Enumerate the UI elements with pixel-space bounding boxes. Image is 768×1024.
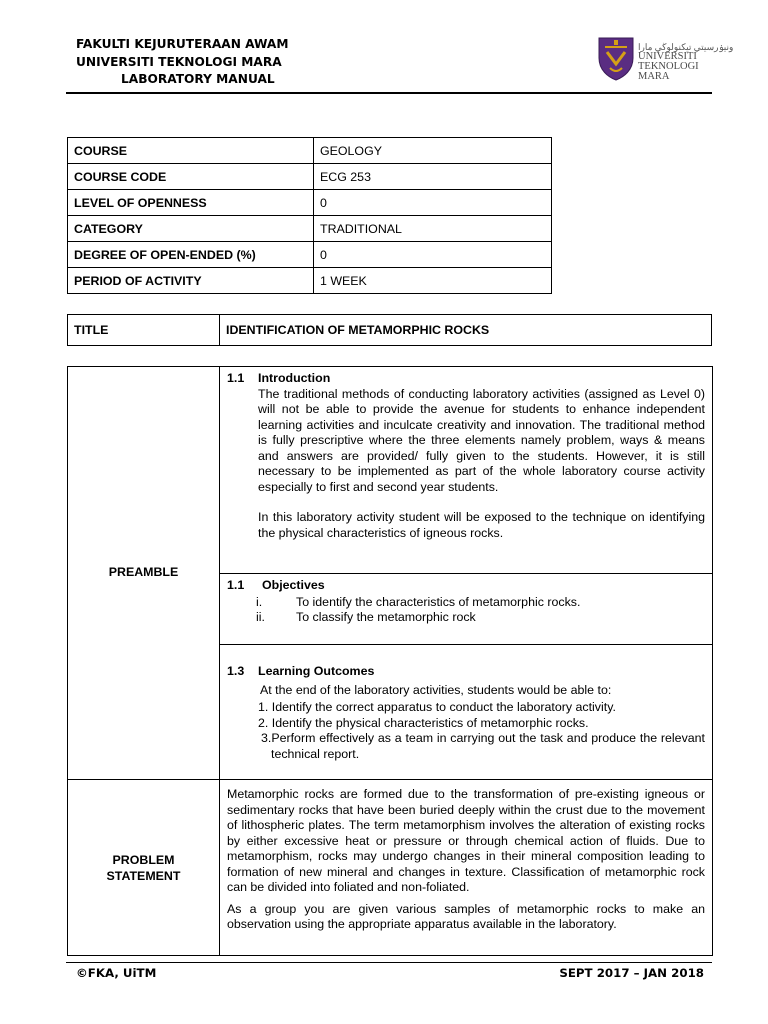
list-item: 2. Identify the physical characteristics of metamorphic rocks. [258, 715, 589, 730]
info-key: COURSE [68, 138, 314, 164]
info-value: 0 [314, 190, 552, 216]
row-divider [219, 573, 712, 574]
problem-statement-label [68, 853, 219, 884]
problem-paragraph-2: As a group you are given various samples of metamorphic rocks to make an observation using the appropriate apparatus available in the laboratory. [227, 901, 705, 931]
info-value: 1 WEEK [314, 268, 552, 294]
row-divider [68, 779, 712, 780]
university-name: UNIVERSITI TEKNOLOGI MARA [76, 54, 282, 69]
header-rule [66, 92, 712, 94]
table-row [68, 268, 552, 294]
list-text: 3.Perform effectively as a team in carrying out the task and produce the relevant technical report. [261, 731, 705, 761]
course-info-table [67, 137, 552, 294]
list-item [227, 731, 705, 762]
table-row [68, 315, 712, 346]
logo-line3: MARA [638, 71, 670, 82]
manual-title: LABORATORY MANUAL [121, 72, 275, 86]
list-text: To classify the metamorphic rock [296, 610, 476, 624]
table-row [68, 138, 552, 164]
uitm-crest-icon [596, 34, 636, 82]
info-value: TRADITIONAL [314, 216, 552, 242]
objectives-heading [227, 578, 705, 594]
title-key: TITLE [68, 315, 220, 346]
footer-copyright: ©FKA, UiTM [76, 966, 157, 980]
introduction-heading [227, 371, 705, 387]
row-divider [219, 644, 712, 645]
section-number: 1.1 [227, 371, 245, 385]
logo-jawi: ونيۏرسيتي تيكنولوڬي مارا [638, 42, 734, 52]
label-line: STATEMENT [106, 868, 181, 883]
section-title: Introduction [258, 371, 331, 385]
info-value: ECG 253 [314, 164, 552, 190]
info-key: LEVEL OF OPENNESS [68, 190, 314, 216]
footer-rule [66, 962, 712, 963]
list-marker: ii. [256, 610, 265, 624]
title-value: IDENTIFICATION OF METAMORPHIC ROCKS [220, 315, 712, 346]
list-item: 1. Identify the correct apparatus to conduct the laboratory activity. [258, 700, 616, 714]
info-value: 0 [314, 242, 552, 268]
introduction-paragraph: The traditional methods of conducting laboratory activities (assigned as Level 0) will not be able to provide the avenue for students to enhance independent learning activities and inculcate creativity and innovation. The traditional method is fully prescriptive where the three elements namely problem, ways & means and answers are provided/ fully given to the students. However, it is still necessary to be implemented as part of the whole laboratory course activity especially to first and second year students. [258, 386, 705, 494]
section-title: Learning Outcomes [258, 664, 375, 678]
info-value: GEOLOGY [314, 138, 552, 164]
logo-line1: UNIVERSITI [638, 51, 697, 62]
learning-outcomes-section [227, 664, 705, 762]
outcomes-lead: At the end of the laboratory activities, students would be able to: [260, 682, 612, 697]
info-key: DEGREE OF OPEN-ENDED (%) [68, 242, 314, 268]
problem-paragraph: Metamorphic rocks are formed due to the transformation of pre-existing igneous or sedimentary rocks that have been buried deeply within the crust due to the movement of lithospheric plates. The term metamorphism involves the alteration of existing rocks by either excessive heat or pressure or through chemical action of fluids. Due to metamorphism, rocks may undergo changes in their mineral composition leading to formation of new mineral and changes in texture. Classification of metamorphic rock can be divided into foliated and non-foliated. [227, 787, 705, 894]
list-marker: i. [256, 594, 263, 609]
section-title: Objectives [262, 578, 325, 592]
label-line: PROBLEM [112, 853, 175, 867]
problem-statement-text [227, 787, 705, 933]
info-key: COURSE CODE [68, 164, 314, 190]
logo-line2: TEKNOLOGI [638, 61, 699, 72]
introduction-paragraph-2: In this laboratory activity student will be exposed to the technique on identifying the physical characteristics of igneous rocks. [258, 510, 705, 540]
section-number: 1.3 [227, 664, 245, 678]
logo-wordmark [638, 42, 733, 82]
content-table [67, 366, 713, 956]
info-key: PERIOD OF ACTIVITY [68, 268, 314, 294]
preamble-label: PREAMBLE [108, 565, 179, 579]
section-number: 1.1 [227, 578, 245, 592]
table-row [68, 216, 552, 242]
introduction-section [227, 371, 705, 541]
title-table [67, 314, 712, 346]
table-row [68, 190, 552, 216]
table-row [68, 242, 552, 268]
info-key: CATEGORY [68, 216, 314, 242]
document-header [76, 36, 288, 89]
outcomes-heading [227, 664, 705, 680]
faculty-name: FAKULTI KEJURUTERAAN AWAM [76, 37, 289, 51]
uitm-logo [596, 34, 734, 84]
list-item [227, 595, 705, 611]
footer-date: SEPT 2017 – JAN 2018 [559, 966, 704, 980]
list-text: To identify the characteristics of metamorphic rocks. [296, 594, 581, 609]
table-row [68, 164, 552, 190]
column-divider [219, 367, 220, 955]
list-item [227, 610, 705, 626]
objectives-section [227, 578, 705, 626]
